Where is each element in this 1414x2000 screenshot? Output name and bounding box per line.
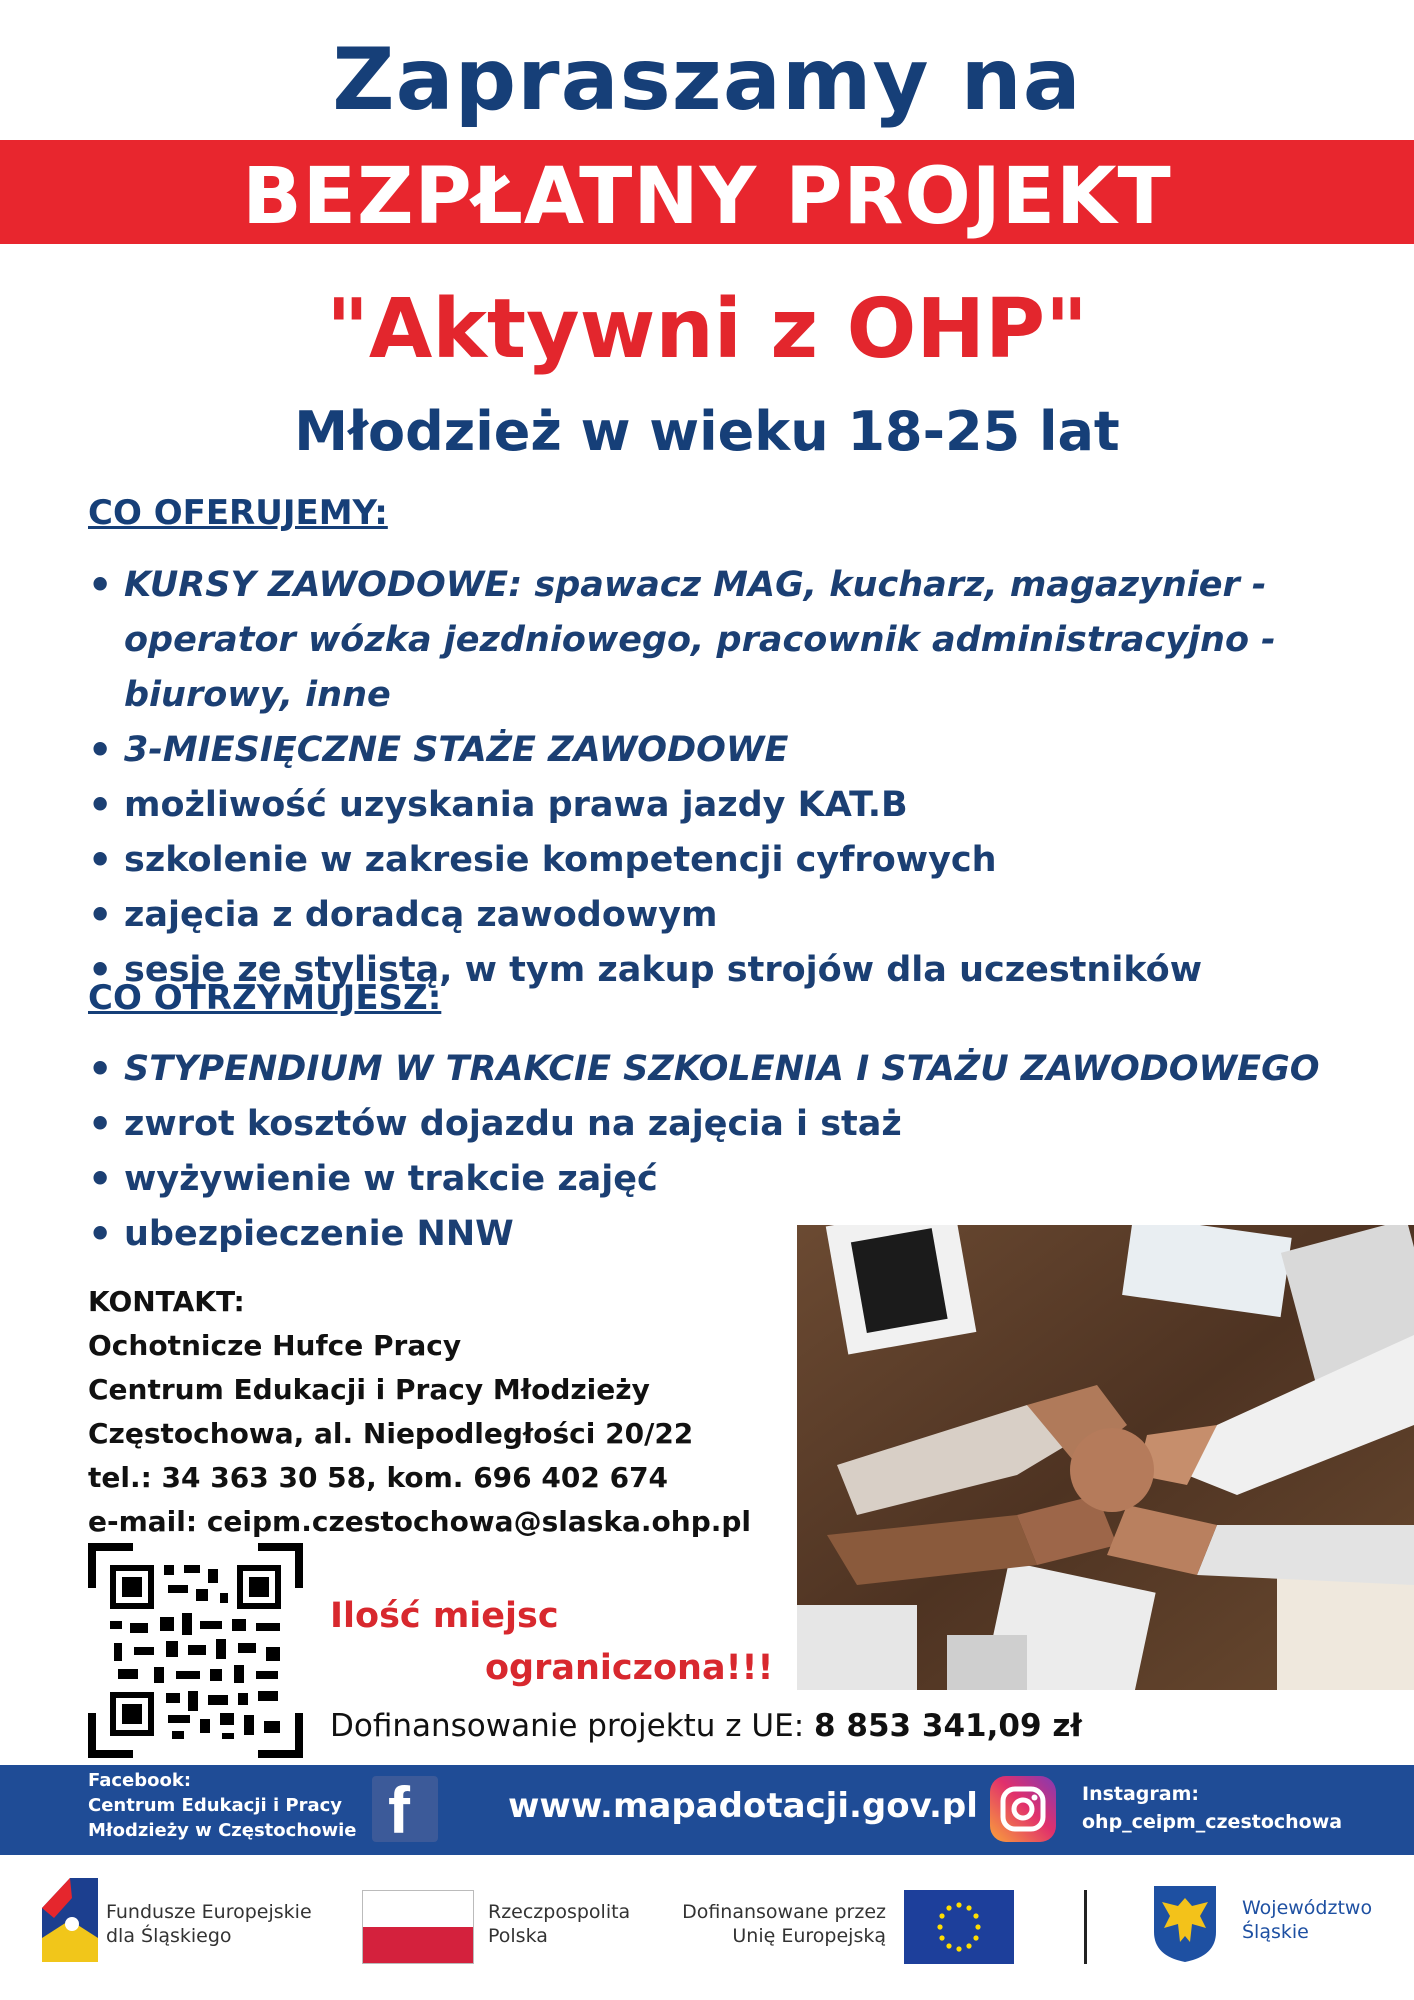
facebook-label: Facebook: — [88, 1770, 192, 1791]
ws-logo-text — [1242, 1896, 1372, 1944]
fe-line2: dla Śląskiego — [106, 1925, 232, 1947]
offer-item-courses: • KURSY ZAWODOWE: spawacz MAG, kucharz, magazynier - operator wózka jezdniowego, pracownik administracyjno - biurowy, inne — [88, 558, 1378, 723]
fe-line1: Fundusze Europejskie — [106, 1901, 312, 1923]
offer-list — [88, 558, 1378, 998]
fe-logo-icon — [42, 1878, 98, 1962]
instagram-label: Instagram: — [1082, 1783, 1199, 1805]
limited-seats-line1: Ilość miejsc — [330, 1596, 559, 1636]
funding-amount: 8 853 341,09 zł — [814, 1708, 1082, 1744]
ue-line1: Dofinansowane przez — [682, 1901, 886, 1923]
offer-item-stylist: • sesje ze stylistą, w tym zakup strojów dla uczestników — [88, 943, 1378, 998]
website-link[interactable]: www.mapadotacji.gov.pl — [508, 1786, 978, 1826]
contact-phone: tel.: 34 363 30 58, kom. 696 402 674 — [88, 1461, 669, 1494]
instagram-info[interactable] — [1082, 1780, 1342, 1836]
receive-item-meals: • wyżywienie w trakcie zajęć — [88, 1152, 1378, 1207]
headline-free-project: BEZPŁATNY PROJEKT — [242, 152, 1172, 242]
contact-heading: KONTAKT: — [88, 1285, 245, 1318]
facebook-name-line1: Centrum Edukacji i Pracy — [88, 1795, 342, 1816]
contact-org: Ochotnicze Hufce Pracy — [88, 1329, 462, 1362]
eu-flag-icon — [904, 1890, 1014, 1964]
contact-center: Centrum Edukacji i Pracy Młodzieży — [88, 1373, 650, 1406]
eu-funding-info — [330, 1708, 1082, 1744]
teamwork-fists-photo — [797, 1225, 1414, 1690]
silesia-coat-of-arms-icon — [1152, 1884, 1218, 1964]
funding-label: Dofinansowanie projektu z UE: — [330, 1708, 805, 1744]
contact-address: Częstochowa, al. Niepodległości 20/22 — [88, 1417, 694, 1450]
ue-line2: Unię Europejską — [732, 1925, 886, 1947]
ws-line2: Śląskie — [1242, 1921, 1309, 1943]
contact-block — [88, 1280, 788, 1544]
fe-logo-text — [106, 1900, 312, 1948]
project-name: "Aktywni z OHP" — [326, 282, 1088, 377]
rp-line1: Rzeczpospolita — [488, 1901, 631, 1923]
qr-code[interactable] — [88, 1543, 303, 1758]
receive-heading: CO OTRZYMUJESZ: — [88, 978, 442, 1018]
facebook-info[interactable] — [88, 1768, 357, 1843]
instagram-handle: ohp_ceipm_czestochowa — [1082, 1811, 1343, 1833]
facebook-name-line2: Młodzieży w Częstochowie — [88, 1820, 357, 1841]
receive-item-travel-refund: • zwrot kosztów dojazdu na zajęcia i staż — [88, 1097, 1378, 1152]
offer-item-internships: • 3-MIESIĘCZNE STAŻE ZAWODOWE — [88, 723, 1378, 778]
ue-logo-text — [678, 1900, 886, 1948]
rp-line2: Polska — [488, 1925, 548, 1947]
receive-item-insurance: • ubezpieczenie NNW — [88, 1207, 1378, 1262]
polish-flag-icon — [362, 1890, 474, 1964]
age-range: Młodzież w wieku 18-25 lat — [294, 400, 1120, 463]
headline-invite: Zapraszamy na — [332, 30, 1082, 130]
contact-email[interactable]: e-mail: ceipm.czestochowa@slaska.ohp.pl — [88, 1505, 752, 1538]
receive-item-stipend: • STYPENDIUM W TRAKCIE SZKOLENIA I STAŻU ZAWODOWEGO — [88, 1042, 1378, 1097]
offer-item-digital-training: • szkolenie w zakresie kompetencji cyfrowych — [88, 833, 1378, 888]
rp-logo-text — [488, 1900, 630, 1948]
limited-seats-line2: ograniczona!!! — [485, 1648, 774, 1688]
offer-item-driving-license: • możliwość uzyskania prawa jazdy KAT.B — [88, 778, 1378, 833]
logo-divider — [1084, 1890, 1087, 1964]
instagram-icon[interactable] — [990, 1776, 1056, 1842]
offer-heading: CO OFERUJEMY: — [88, 493, 388, 533]
ws-line1: Województwo — [1242, 1897, 1373, 1919]
facebook-icon[interactable]: f — [372, 1776, 438, 1842]
offer-item-career-advisor: • zajęcia z doradcą zawodowym — [88, 888, 1378, 943]
